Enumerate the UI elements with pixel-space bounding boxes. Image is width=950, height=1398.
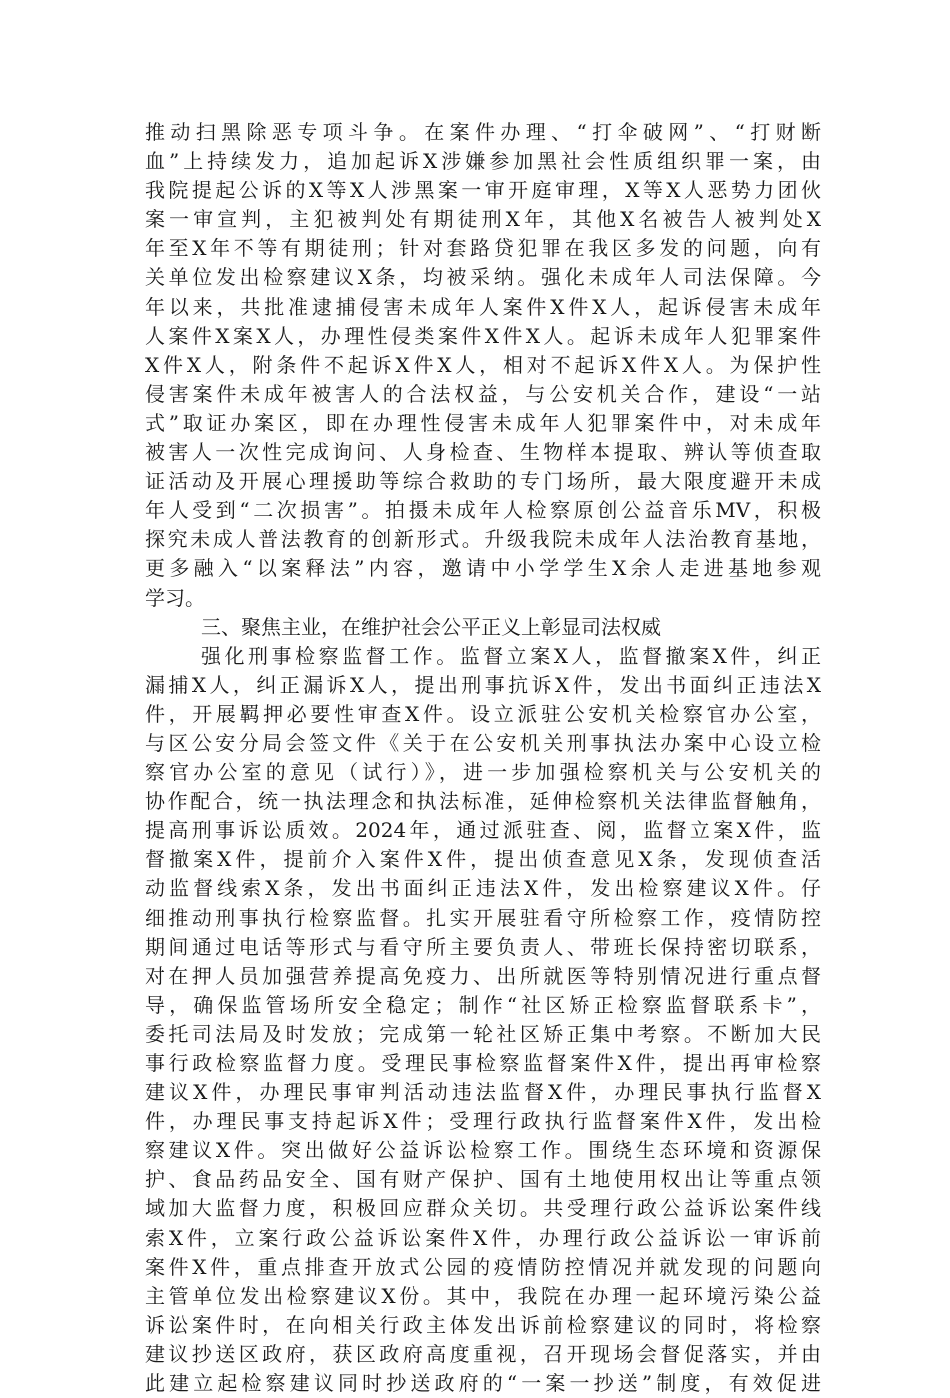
text-line: 域加大监督力度，积极回应群众关切。共受理行政公益诉讼案件线 [145, 1196, 821, 1221]
text-line: 期间通过电话等形式与看守所主要负责人、带班长保持密切联系， [145, 934, 821, 959]
text-line: X件X人，附条件不起诉X件X人，相对不起诉X件X人。为保护性 [145, 352, 821, 377]
text-line: 主管单位发出检察建议X份。其中，我院在办理一起环境污染公益 [145, 1283, 821, 1308]
text-line: 督撤案X件，提前介入案件X件，提出侦查意见X条，发现侦查活 [145, 847, 821, 872]
text-line: 年至X年不等有期徒刑；针对套路贷犯罪在我区多发的问题，向有 [145, 236, 821, 261]
text-line: 强化刑事检察监督工作。监督立案X人，监督撤案X件，纠正 [201, 643, 821, 668]
text-line: 式”取证办案区，即在办理性侵害未成年人犯罪案件中，对未成年 [145, 410, 821, 435]
text-line: 对在押人员加强营养提高免疫力、出所就医等特别情况进行重点督 [145, 963, 821, 988]
text-line: 动监督线索X条，发出书面纠正违法X件，发出检察建议X件。仔 [145, 876, 821, 901]
text-line: 侵害案件未成年被害人的合法权益，与公安机关合作，建设“一站 [145, 381, 821, 406]
text-line: 细推动刑事执行检察监督。扎实开展驻看守所检察工作，疫情防控 [145, 905, 821, 930]
text-line: 学习。 [145, 585, 205, 610]
text-line: 案一审宣判，主犯被判处有期徒刑X年，其他X名被告人被判处X [145, 207, 821, 232]
body-text [145, 118, 821, 1398]
text-line: 推动扫黑除恶专项斗争。在案件办理、“打伞破网”、“打财断 [145, 120, 821, 144]
text-line: 索X件，立案行政公益诉讼案件X件，办理行政公益诉讼一审诉前 [145, 1225, 821, 1250]
text-line: 事行政检察监督力度。受理民事检察监督案件X件，提出再审检察 [145, 1051, 821, 1075]
text-line: 提高刑事诉讼质效。2024年，通过派驻查、阅，监督立案X件，监 [145, 818, 821, 843]
text-line: 证活动及开展心理援助等综合救助的专门场所，最大限度避开未成 [145, 469, 821, 494]
text-line: 件，开展羁押必要性审查X件。设立派驻公安机关检察官办公室， [145, 701, 821, 726]
text-line: 建议X件，办理民事审判活动违法监督X件，办理民事执行监督X [145, 1080, 821, 1105]
text-line: 被害人一次性完成询问、人身检查、生物样本提取、辨认等侦查取 [145, 440, 821, 465]
text-line: 协作配合，统一执法理念和执法标准，延伸检察机关法律监督触角， [145, 789, 821, 814]
text-line: 我院提起公诉的X等X人涉黑案一审开庭审理，X等X人恶势力团伙 [145, 178, 821, 203]
text-line: 关单位发出检察建议X条，均被采纳。强化未成年人司法保障。今 [145, 265, 821, 290]
text-line: 建议抄送区政府，获区政府高度重视，召开现场会督促落实，并由 [145, 1341, 821, 1366]
text-line: 探究未成人普法教育的创新形式。升级我院未成年人法治教育基地， [145, 527, 821, 552]
text-line: 人案件X案X人，办理性侵类案件X件X人。起诉未成年人犯罪案件 [145, 323, 821, 348]
text-line: 年人受到“二次损害”。拍摄未成年人检察原创公益音乐MV，积极 [145, 498, 821, 523]
text-line: 诉讼案件时，在向相关行政主体发出诉前检察建议的同时，将检察 [145, 1312, 821, 1337]
text-line: 年以来，共批准逮捕侵害未成年人案件X件X人，起诉侵害未成年 [145, 294, 821, 319]
text-line: 与区公安分局会签文件《关于在公安机关刑事执法办案中心设立检 [145, 730, 821, 755]
text-line: 导，确保监管场所安全稳定；制作“社区矫正检察监督联系卡”， [145, 992, 821, 1017]
text-line: 更多融入“以案释法”内容，邀请中小学学生X余人走进基地参观 [145, 556, 821, 581]
text-line: 护、食品药品安全、国有财产保护、国有土地使用权出让等重点领 [145, 1167, 821, 1192]
text-line: 漏捕X人，纠正漏诉X人，提出刑事抗诉X件，发出书面纠正违法X [145, 672, 821, 697]
section-heading: 三、聚焦主业，在维护社会公平正义上彰显司法权威 [201, 614, 661, 639]
text-line: 此建立起检察建议同时抄送政府的“一案一抄送”制度，有效促进 [145, 1371, 821, 1396]
text-line: 血”上持续发力，追加起诉X涉嫌参加黑社会性质组织罪一案，由 [145, 149, 821, 174]
text-line: 察官办公室的意见（试行）》，进一步加强检察机关与公安机关的 [145, 760, 821, 785]
text-line: 案件X件，重点排查开放式公园的疫情防控情况并就发现的问题向 [145, 1254, 821, 1279]
text-line: 委托司法局及时发放；完成第一轮社区矫正集中考察。不断加大民 [145, 1021, 821, 1046]
text-line: 察建议X件。突出做好公益诉讼检察工作。围绕生态环境和资源保 [145, 1138, 821, 1163]
text-line: 件，办理民事支持起诉X件；受理行政执行监督案件X件，发出检 [145, 1109, 821, 1134]
